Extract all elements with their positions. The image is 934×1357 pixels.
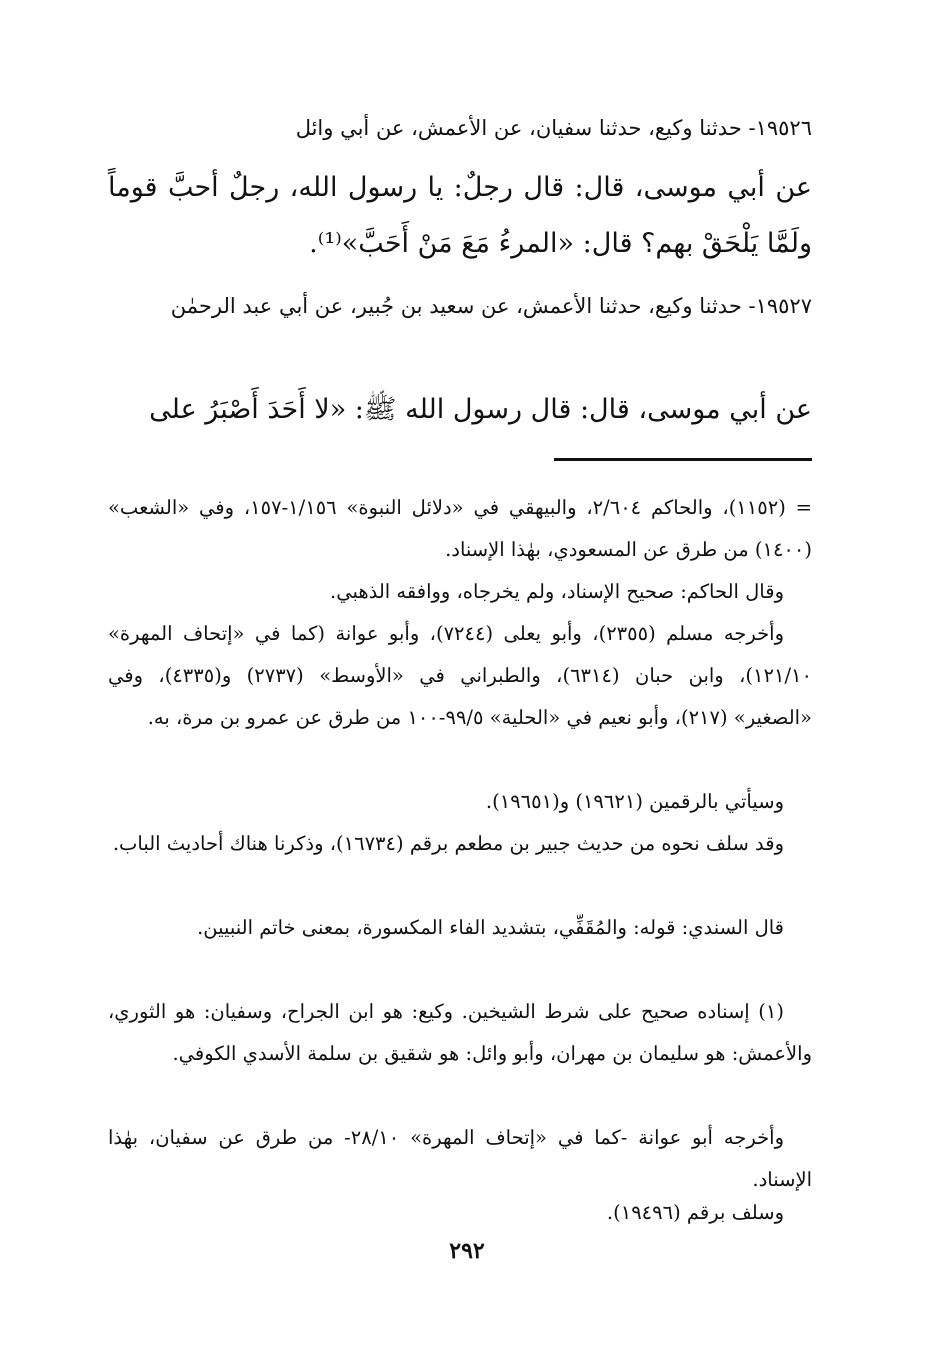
footnote-1-takhrij: وأخرجه أبو عوانة -كما في «إتحاف المهرة» ٢٨/١٠- من طرق عن سفيان، بهٰذا الإسناد.	[108, 1126, 812, 1191]
hadith-19526-isnad: ١٩٥٢٦- حدثنا وكيع، حدثنا سفيان، عن الأعمش، عن أبي وائل	[295, 116, 812, 140]
footnote-previous: وقد سلف نحوه من حديث جبير بن مطعم برقم (١٦٧٣٤)، وذكرنا هناك أحاديث الباب.	[112, 832, 784, 855]
page-number: ٢٩٢	[449, 1238, 485, 1264]
hadith-19527-matn: عن أبي موسى، قال: قال رسول الله ﷺ: «لا أَحَدَ أَصْبَرُ على	[149, 394, 812, 425]
footnote-1-previous: وسلف برقم (١٩٤٩٦).	[606, 1201, 784, 1224]
footnote-1: (١) إسناده صحيح على شرط الشيخين. وكيع: هو ابن الجراح، وسفيان: هو الثوري، والأعمش: هو سليمان بن مهران، وأبو وائل: هو شقيق بن سلمة الأسدي الكوفي.	[108, 1000, 812, 1065]
footnote-continuation: = (١١٥٢)، والحاكم ٢/٦٠٤، والبيهقي في «دلائل النبوة» ١/١٥٦-١٥٧، وفي «الشعب» (١٤٠٠) من طرق عن المسعودي، بهٰذا الإسناد.	[108, 496, 812, 561]
footnote-forthcoming: وسيأتي بالرقمين (١٩٦٢١) و(١٩٦٥١).	[485, 790, 784, 813]
hadith-19526-matn: عن أبي موسى، قال: قال رجلٌ: يا رسول الله، رجلٌ أحبَّ قوماً ولَمَّا يَلْحَقْ بهم؟ قال: «المرءُ مَعَ مَنْ أَحَبَّ»⁽¹⁾.	[108, 172, 812, 259]
footnote-takhrij: وأخرجه مسلم (٢٣٥٥)، وأبو يعلى (٧٢٤٤)، وأبو عوانة (كما في «إتحاف المهرة» ١٢١/١٠)، وابن حبان (٦٣١٤)، والطبراني في «الأوسط» (٢٧٣٧) و(٤٣٣٥)، وفي «الصغير» (٢١٧)، وأبو نعيم في «الحلية» ٩٩/٥-١٠٠ من طرق عن عمرو بن مرة، به.	[108, 622, 812, 729]
footnote-separator	[554, 458, 812, 461]
footnote-hakim: وقال الحاكم: صحيح الإسناد، ولم يخرجاه، ووافقه الذهبي.	[330, 580, 784, 603]
hadith-19527-isnad: ١٩٥٢٧- حدثنا وكيع، حدثنا الأعمش، عن سعيد بن جُبير، عن أبي عبد الرحمٰن	[170, 294, 812, 318]
footnote-sindi: قال السندي: قوله: والمُقَفِّي، بتشديد الفاء المكسورة، بمعنى خاتم النبيين.	[197, 916, 784, 939]
